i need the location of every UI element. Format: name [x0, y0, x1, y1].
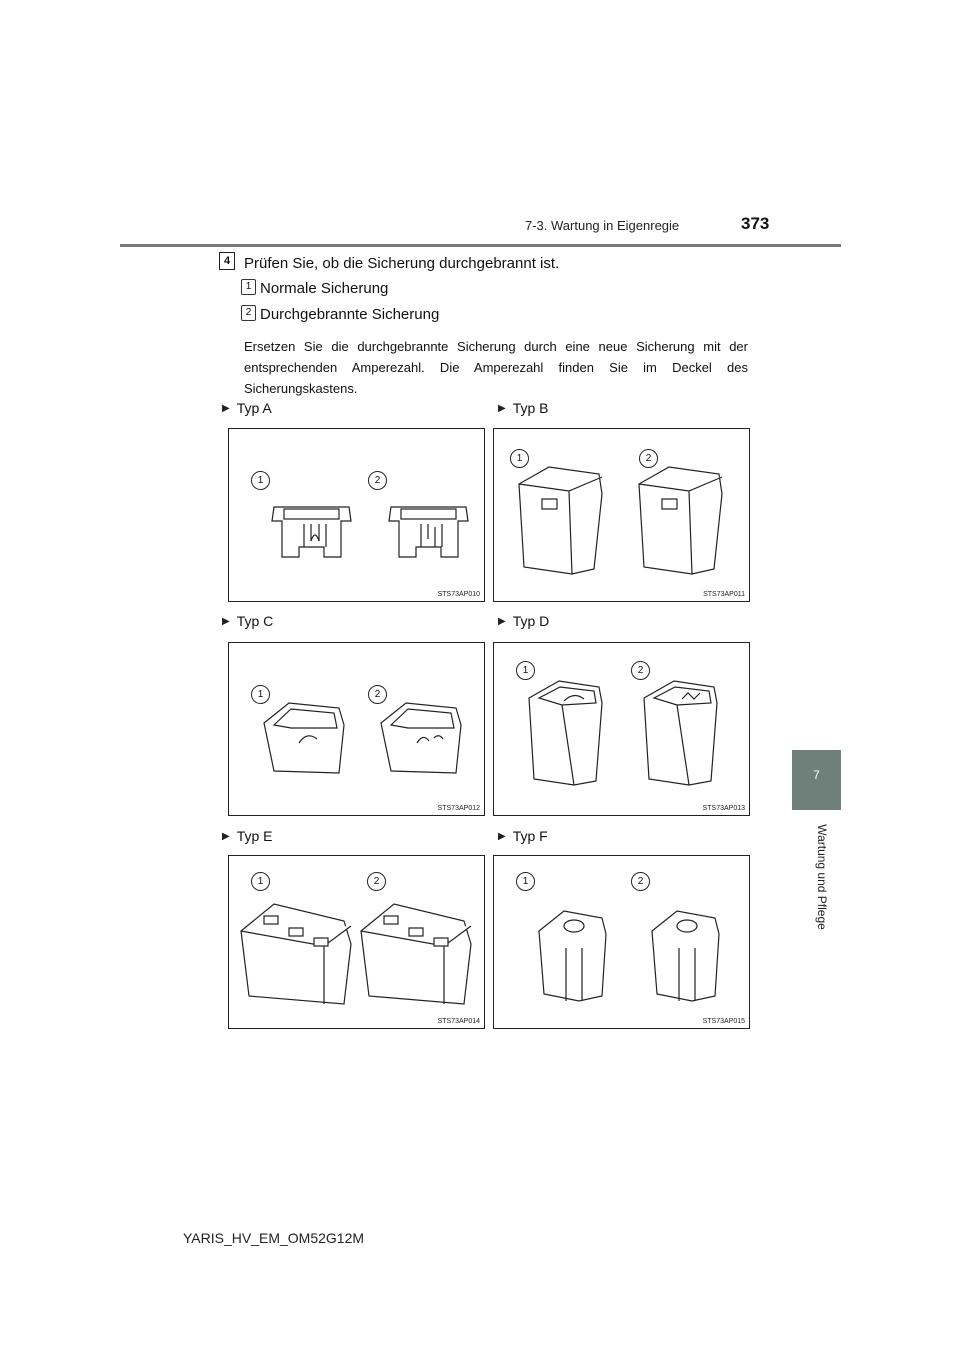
figure-code: STS73AP012: [437, 805, 480, 812]
type-label-f: ▶ Typ F: [498, 828, 548, 844]
callout-2: 2: [631, 872, 650, 891]
type-label-b: ▶ Typ B: [498, 400, 549, 416]
figure-panel-typ-b: [493, 428, 750, 602]
callout-2: 2: [367, 872, 386, 891]
page-number: 373: [741, 214, 770, 233]
figure-code: STS73AP011: [703, 591, 745, 598]
callout-1: 1: [516, 872, 535, 891]
triangle-arrow-icon: ▶: [498, 830, 506, 842]
figure-panel-typ-d: [493, 642, 750, 816]
instruction-paragraph: Ersetzen Sie die durchgebrannte Sicherung durch eine neue Sicherung mit der entsprechenden Amperezahl. Die Amperezahl finden Sie im Deckel des Sicherungskastens.: [244, 339, 748, 396]
figure-code: STS73AP010: [437, 591, 480, 598]
callout-1: 1: [516, 661, 535, 680]
callout-1: 1: [251, 685, 270, 704]
triangle-arrow-icon: ▶: [222, 830, 230, 842]
cartridge-fuse-icon: [494, 429, 749, 601]
step-instruction: Prüfen Sie, ob die Sicherung durchgebrannt ist.: [244, 255, 560, 272]
item-number-badge: 1: [241, 279, 256, 295]
item-normal-fuse: Normale Sicherung: [260, 280, 389, 297]
figure-panel-typ-e: [228, 855, 485, 1029]
triangle-arrow-icon: ▶: [222, 615, 230, 627]
chapter-number: 7: [813, 768, 820, 782]
step-number-badge: 4: [219, 252, 235, 270]
item-blown-fuse: Durchgebrannte Sicherung: [260, 306, 440, 323]
callout-1: 1: [251, 872, 270, 891]
callout-1: 1: [510, 449, 529, 468]
document-code-footer: YARIS_HV_EM_OM52G12M: [183, 1230, 365, 1246]
low-profile-cartridge-icon: [229, 643, 484, 815]
type-label-d: ▶ Typ D: [498, 613, 550, 629]
callout-2: 2: [631, 661, 650, 680]
callout-2: 2: [368, 685, 387, 704]
type-label-c: ▶ Typ C: [222, 613, 274, 629]
triangle-arrow-icon: ▶: [222, 402, 230, 414]
figure-code: STS73AP013: [702, 805, 745, 812]
item-number-badge: 2: [241, 305, 256, 321]
callout-1: 1: [251, 471, 270, 490]
triangle-arrow-icon: ▶: [498, 615, 506, 627]
triangle-arrow-icon: ▶: [498, 402, 506, 414]
chapter-side-label: Wartung und Pflege: [815, 824, 829, 930]
figure-panel-typ-f: [493, 855, 750, 1029]
figure-panel-typ-a: [228, 428, 485, 602]
header-rule: [120, 244, 841, 247]
section-header: 7-3. Wartung in Eigenregie: [525, 218, 680, 233]
figure-code: STS73AP015: [702, 1018, 745, 1025]
figure-code: STS73AP014: [437, 1018, 480, 1025]
callout-2: 2: [639, 449, 658, 468]
callout-2: 2: [368, 471, 387, 490]
type-label-e: ▶ Typ E: [222, 828, 273, 844]
type-label-a: ▶ Typ A: [222, 400, 272, 416]
blade-fuse-icon: [229, 429, 484, 601]
figure-panel-typ-c: [228, 642, 485, 816]
